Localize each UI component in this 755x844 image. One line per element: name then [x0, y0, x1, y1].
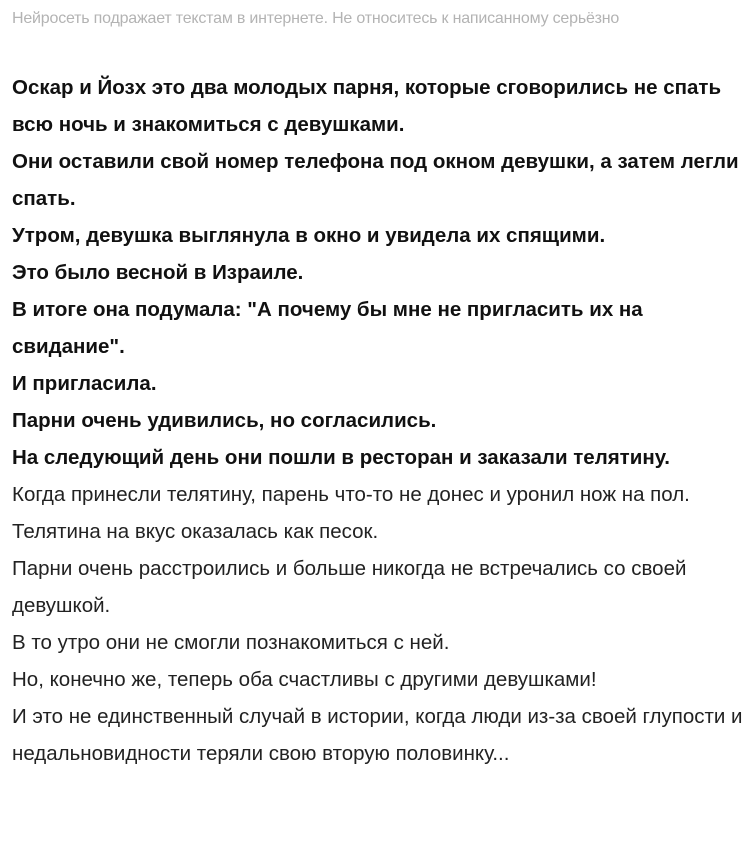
story-paragraph: И пригласила.	[12, 372, 157, 395]
generated-story	[12, 69, 752, 772]
story-paragraph: Утром, девушка выглянула в окно и увидела их спящими.	[12, 224, 606, 247]
story-paragraph: Парни очень расстроились и больше никогда не встречались со своей девушкой.	[12, 557, 687, 617]
story-paragraph: В то утро они не смогли познакомиться с ней.	[12, 631, 450, 654]
story-paragraph: Телятина на вкус оказалась как песок.	[12, 520, 379, 543]
story-paragraph: Когда принесли телятину, парень что-то не донес и уронил нож на пол.	[12, 483, 690, 506]
story-paragraph: Но, конечно же, теперь оба счастливы с другими девушками!	[12, 668, 597, 691]
story-paragraph: На следующий день они пошли в ресторан и заказали телятину.	[12, 446, 670, 469]
story-paragraph: Оскар и Йозх это два молодых парня, которые сговорились не спать всю ночь и знакомиться с девушками.	[12, 76, 722, 136]
disclaimer-text: Нейросеть подражает текстам в интернете. Не относитесь к написанному серьёзно	[12, 10, 620, 27]
story-paragraph: В итоге она подумала: "А почему бы мне не пригласить их на свидание".	[12, 298, 643, 358]
story-paragraph: Парни очень удивились, но согласились.	[12, 409, 437, 432]
story-paragraph: Они оставили свой номер телефона под окном девушки, а затем легли спать.	[12, 150, 739, 210]
story-paragraph: Это было весной в Израиле.	[12, 261, 304, 284]
story-paragraph: И это не единственный случай в истории, когда люди из-за своей глупости и недальновидности теряли свою вторую половинку...	[12, 705, 743, 765]
